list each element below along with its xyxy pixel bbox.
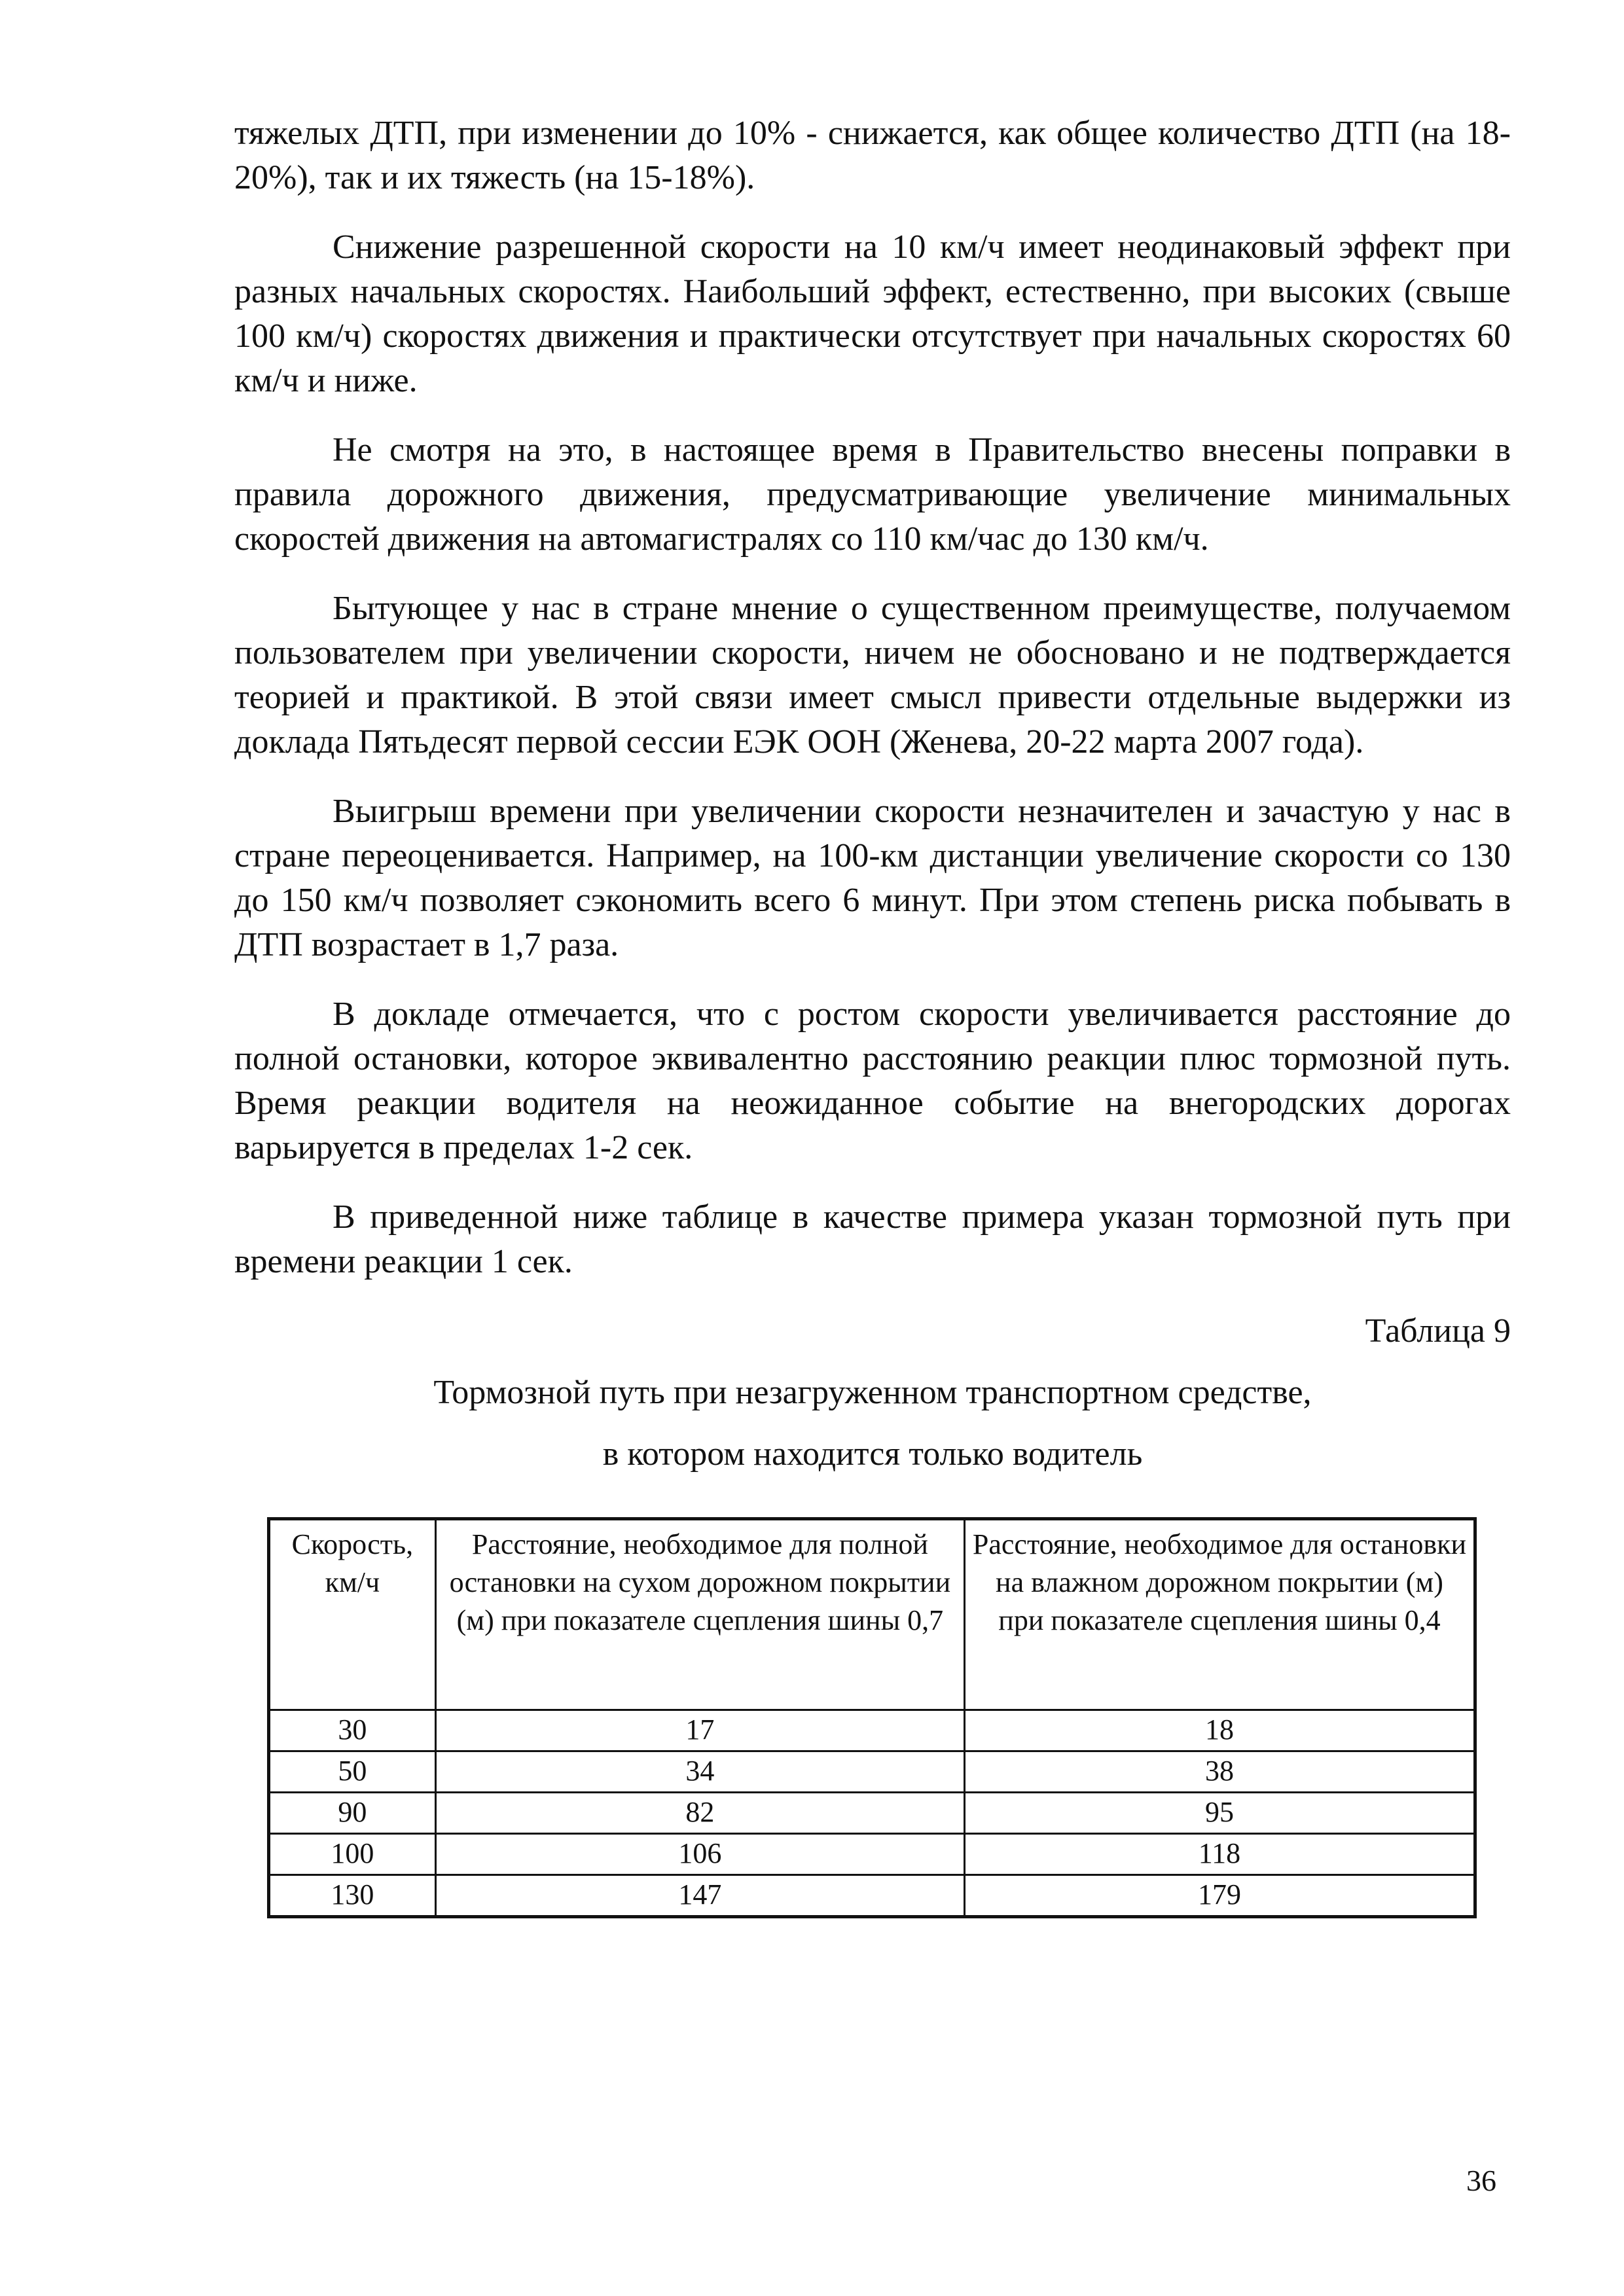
braking-distance-table [267, 1517, 1477, 1918]
cell-dry: 17 [435, 1710, 964, 1751]
header-dry-distance: Расстояние, необходимое для полной остановки на сухом дорожном покрытии (м) при показателе сцепления шины 0,7 [435, 1519, 964, 1710]
cell-wet: 18 [964, 1710, 1475, 1751]
cell-speed: 130 [269, 1875, 436, 1917]
cell-wet: 95 [964, 1793, 1475, 1834]
paragraph-continuation: тяжелых ДТП, при изменении до 10% - снижается, как общее количество ДТП (на 18-20%), так и их тяжесть (на 15-18%). [234, 115, 1511, 196]
paragraph-table-intro: В приведенной ниже таблице в качестве примера указан тормозной путь при времени реакции 1 сек. [234, 1198, 1511, 1280]
table-title-line-1: Тормозной путь при незагруженном транспортном средстве, [433, 1374, 1312, 1411]
cell-speed: 50 [269, 1751, 436, 1793]
cell-dry: 147 [435, 1875, 964, 1917]
table-row [269, 1710, 1475, 1751]
cell-wet: 38 [964, 1751, 1475, 1793]
paragraph-speed-reduction: Снижение разрешенной скорости на 10 км/ч имеет неодинаковый эффект при разных начальных скоростях. Наибольший эффект, естественно, при высоких (свыше 100 км/ч) скоростях движения и практически отсутствует при начальных скоростях 60 км/ч и ниже. [234, 228, 1511, 399]
header-speed: Скорость, км/ч [269, 1519, 436, 1710]
header-wet-distance: Расстояние, необходимое для остановки на влажном дорожном покрытии (м) при показателе сцепления шины 0,4 [964, 1519, 1475, 1710]
cell-dry: 34 [435, 1751, 964, 1793]
paragraph-common-opinion: Бытующее у нас в стране мнение о существенном преимуществе, получаемом пользователем при увеличении скорости, ничем не обосновано и не подтверждается теорией и практикой. В этой связи имеет смысл привести отдельные выдержки из доклада Пятьдесят первой сессии ЕЭК ООН (Женева, 20-22 марта 2007 года). [234, 590, 1511, 761]
table-row [269, 1875, 1475, 1917]
cell-speed: 100 [269, 1834, 436, 1875]
table-title-line-2: в котором находится только водитель [602, 1435, 1143, 1473]
cell-dry: 106 [435, 1834, 964, 1875]
document-page [234, 111, 1511, 1490]
table-row [269, 1751, 1475, 1793]
cell-speed: 30 [269, 1710, 436, 1751]
cell-wet: 118 [964, 1834, 1475, 1875]
cell-dry: 82 [435, 1793, 964, 1834]
cell-wet: 179 [964, 1875, 1475, 1917]
table-row [269, 1834, 1475, 1875]
paragraph-stopping-distance: В докладе отмечается, что с ростом скорости увеличивается расстояние до полной остановки, которое эквивалентно расстоянию реакции плюс тормозной путь. Время реакции водителя на неожиданное событие на внегородских дорогах варьируется в пределах 1-2 сек. [234, 996, 1511, 1166]
table-header-row [269, 1519, 1475, 1710]
paragraph-government-amendments: Не смотря на это, в настоящее время в Правительство внесены поправки в правила дорожного движения, предусматривающие увеличение минимальных скоростей движения на автомагистралях со 110 км/час до 130 км/ч. [234, 431, 1511, 558]
paragraph-time-gain: Выигрыш времени при увеличении скорости незначителен и зачастую у нас в стране переоценивается. Например, на 100-км дистанции увеличение скорости со 130 до 150 км/ч позволяет сэкономить всего 6 минут. При этом степень риска побывать в ДТП возрастает в 1,7 раза. [234, 793, 1511, 963]
cell-speed: 90 [269, 1793, 436, 1834]
table-row [269, 1793, 1475, 1834]
page-number: 36 [1466, 2164, 1496, 2197]
table-label: Таблица 9 [1365, 1312, 1511, 1350]
